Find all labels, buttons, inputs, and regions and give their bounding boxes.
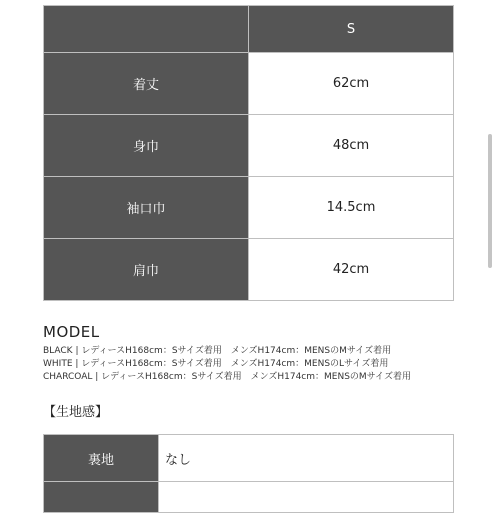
fabric-row	[44, 482, 454, 513]
size-row	[44, 115, 454, 177]
fabric-row-label	[44, 482, 159, 513]
scrollbar-thumb[interactable]	[488, 134, 492, 268]
model-line-black: BLACK | レディースH168cm：Sサイズ着用 メンズH174cm：MENSのMサイズ着用	[43, 346, 392, 356]
size-table	[43, 5, 454, 301]
size-header-value: S	[249, 6, 454, 53]
size-row	[44, 177, 454, 239]
size-row-label: 身巾	[44, 115, 249, 177]
model-line-white: WHITE | レディースH168cm：Sサイズ着用 メンズH174cm：MENSのLサイズ着用	[43, 359, 389, 369]
size-row-value: 14.5cm	[249, 177, 454, 239]
model-line-charcoal: CHARCOAL | レディースH168cm：Sサイズ着用 メンズH174cm：MENSのMサイズ着用	[43, 372, 411, 382]
size-row	[44, 239, 454, 301]
fabric-row	[44, 435, 454, 482]
size-row-value: 62cm	[249, 53, 454, 115]
fabric-table	[43, 434, 454, 513]
size-row-label: 着丈	[44, 53, 249, 115]
size-row-label: 肩巾	[44, 239, 249, 301]
fabric-row-value: なし	[159, 435, 454, 482]
model-info	[43, 345, 463, 384]
size-header-label	[44, 6, 249, 53]
fabric-row-label: 裏地	[44, 435, 159, 482]
size-row-value: 42cm	[249, 239, 454, 301]
fabric-row-value	[159, 482, 454, 513]
size-row	[44, 53, 454, 115]
fabric-title: 【生地感】	[43, 405, 109, 420]
size-header-row	[44, 6, 454, 53]
size-row-label: 袖口巾	[44, 177, 249, 239]
size-row-value: 48cm	[249, 115, 454, 177]
model-title: MODEL	[43, 323, 100, 341]
